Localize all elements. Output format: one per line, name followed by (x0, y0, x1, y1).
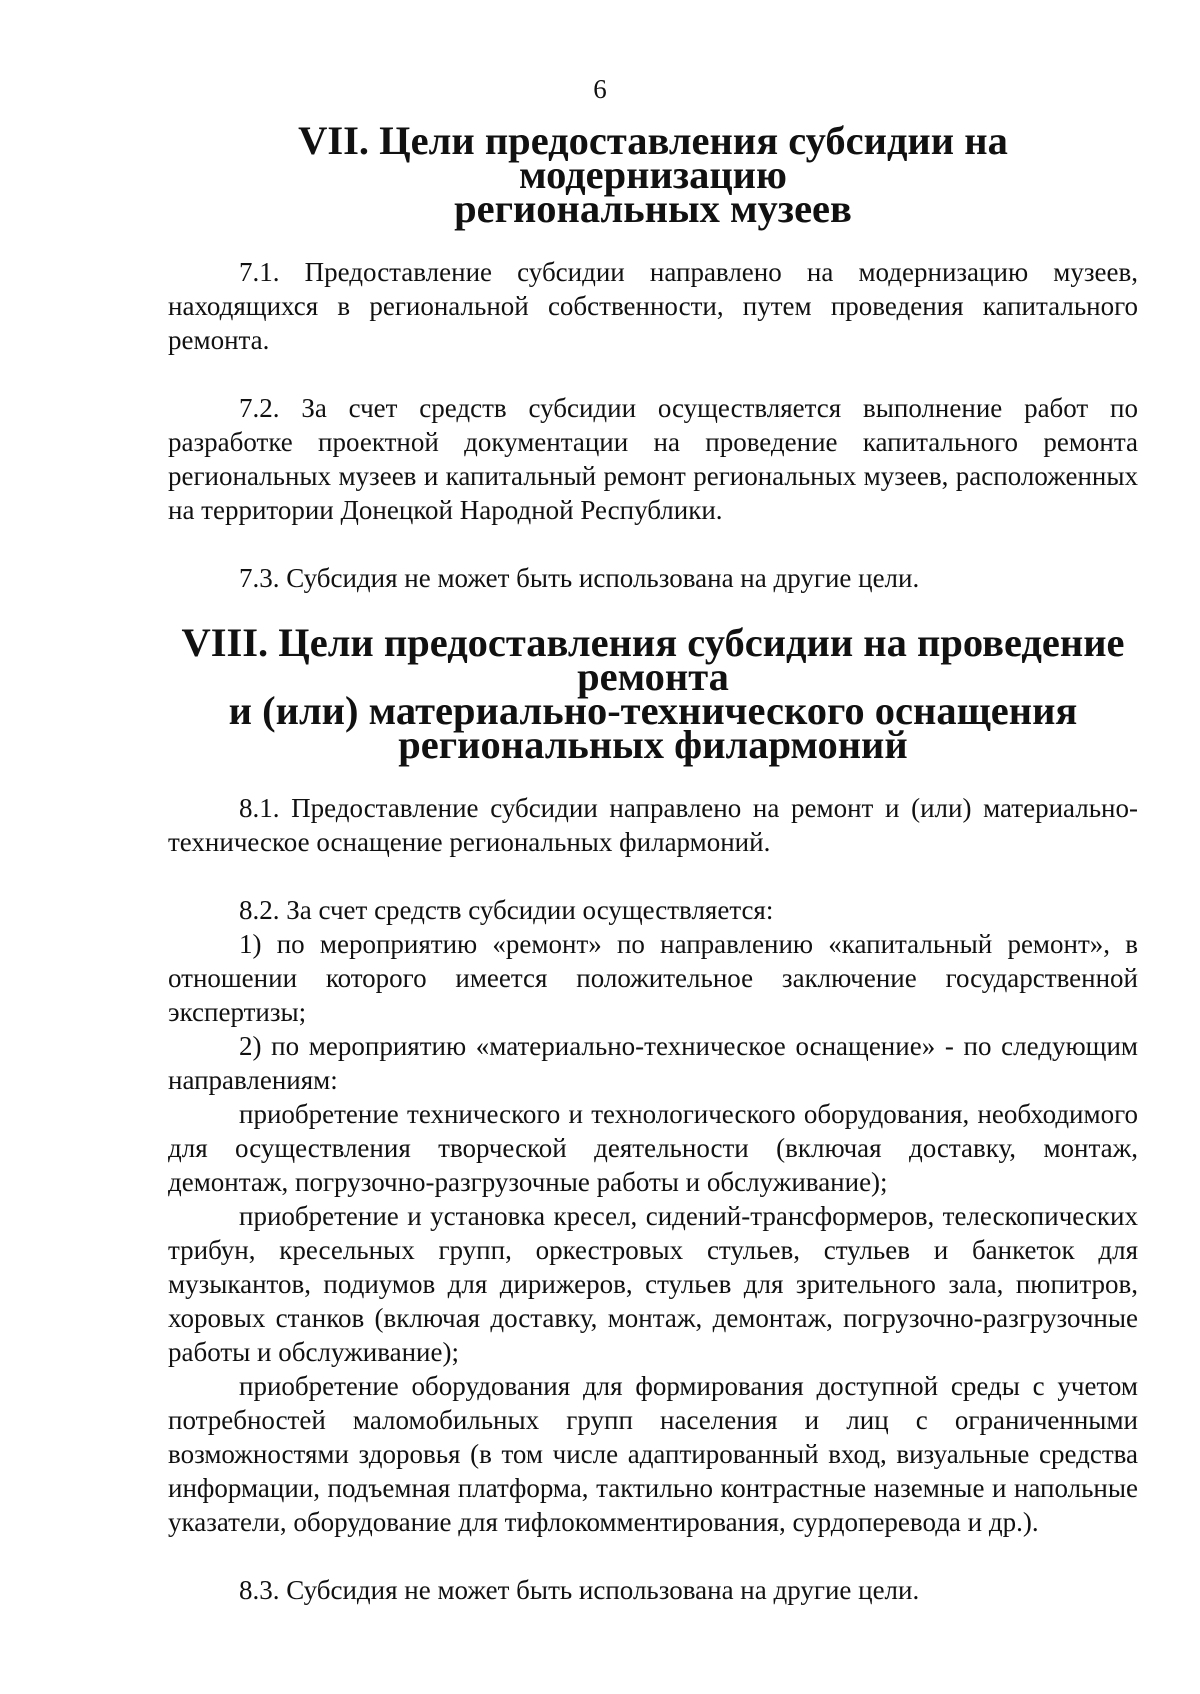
paragraph-7-3: 7.3. Субсидия не может быть использована на другие цели. (239, 563, 920, 593)
paragraph-8-2: 8.2. За счет средств субсидии осуществляется: (239, 895, 774, 925)
section-8-heading-line-2: и (или) материально-технического оснащения региональных филармоний (228, 688, 1078, 767)
page-number: 6 (593, 74, 607, 104)
section-7-heading (168, 118, 1138, 231)
section-8-heading (168, 620, 1138, 767)
list-item-8-2-1: 1) по мероприятию «ремонт» по направлению «капитальный ремонт», в отношении которого имеется положительное заключение государственной экспертизы; (168, 929, 1138, 1027)
section-7-heading-line-2: региональных музеев (454, 186, 852, 231)
sub-item-accessibility: приобретение оборудования для формирования доступной среды с учетом потребностей маломобильных групп населения и лиц с ограниченными возможностями здоровья (в том числе адаптированный вход, визуальные средства информации, подъемная платформа, тактильно контрастные наземные и напольные указатели, оборудование для тифлокомментирования, сурдоперевода и др.). (168, 1371, 1138, 1537)
list-item-8-2-2: 2) по мероприятию «материально-техническое оснащение» - по следующим направлениям: (168, 1031, 1138, 1095)
sub-item-seating: приобретение и установка кресел, сидений-трансформеров, телескопических трибун, кресельных групп, оркестровых стульев, стульев и банкеток для музыкантов, подиумов для дирижеров, стульев для зрительного зала, пюпитров, хоровых станков (включая доставку, монтаж, демонтаж, погрузочно-разгрузочные работы и обслуживание); (168, 1201, 1138, 1367)
section-7-heading-line-1: VII. Цели предоставления субсидии на модернизацию (298, 118, 1008, 197)
paragraph-7-2: 7.2. За счет средств субсидии осуществляется выполнение работ по разработке проектной документации на проведение капитального ремонта региональных музеев и капитальный ремонт региональных музеев, расположенных на территории Донецкой Народной Республики. (168, 393, 1138, 525)
document-body (168, 118, 1138, 1607)
paragraph-8-3: 8.3. Субсидия не может быть использована на другие цели. (239, 1575, 920, 1605)
paragraph-7-1: 7.1. Предоставление субсидии направлено на модернизацию музеев, находящихся в региональной собственности, путем проведения капитального ремонта. (168, 257, 1138, 355)
paragraph-8-1: 8.1. Предоставление субсидии направлено на ремонт и (или) материально-техническое оснащение региональных филармоний. (168, 793, 1138, 857)
section-8-heading-line-1: VIII. Цели предоставления субсидии на проведение ремонта (181, 620, 1125, 699)
sub-item-equipment: приобретение технического и технологического оборудования, необходимого для осуществления творческой деятельности (включая доставку, монтаж, демонтаж, погрузочно-разгрузочные работы и обслуживание); (168, 1099, 1138, 1197)
